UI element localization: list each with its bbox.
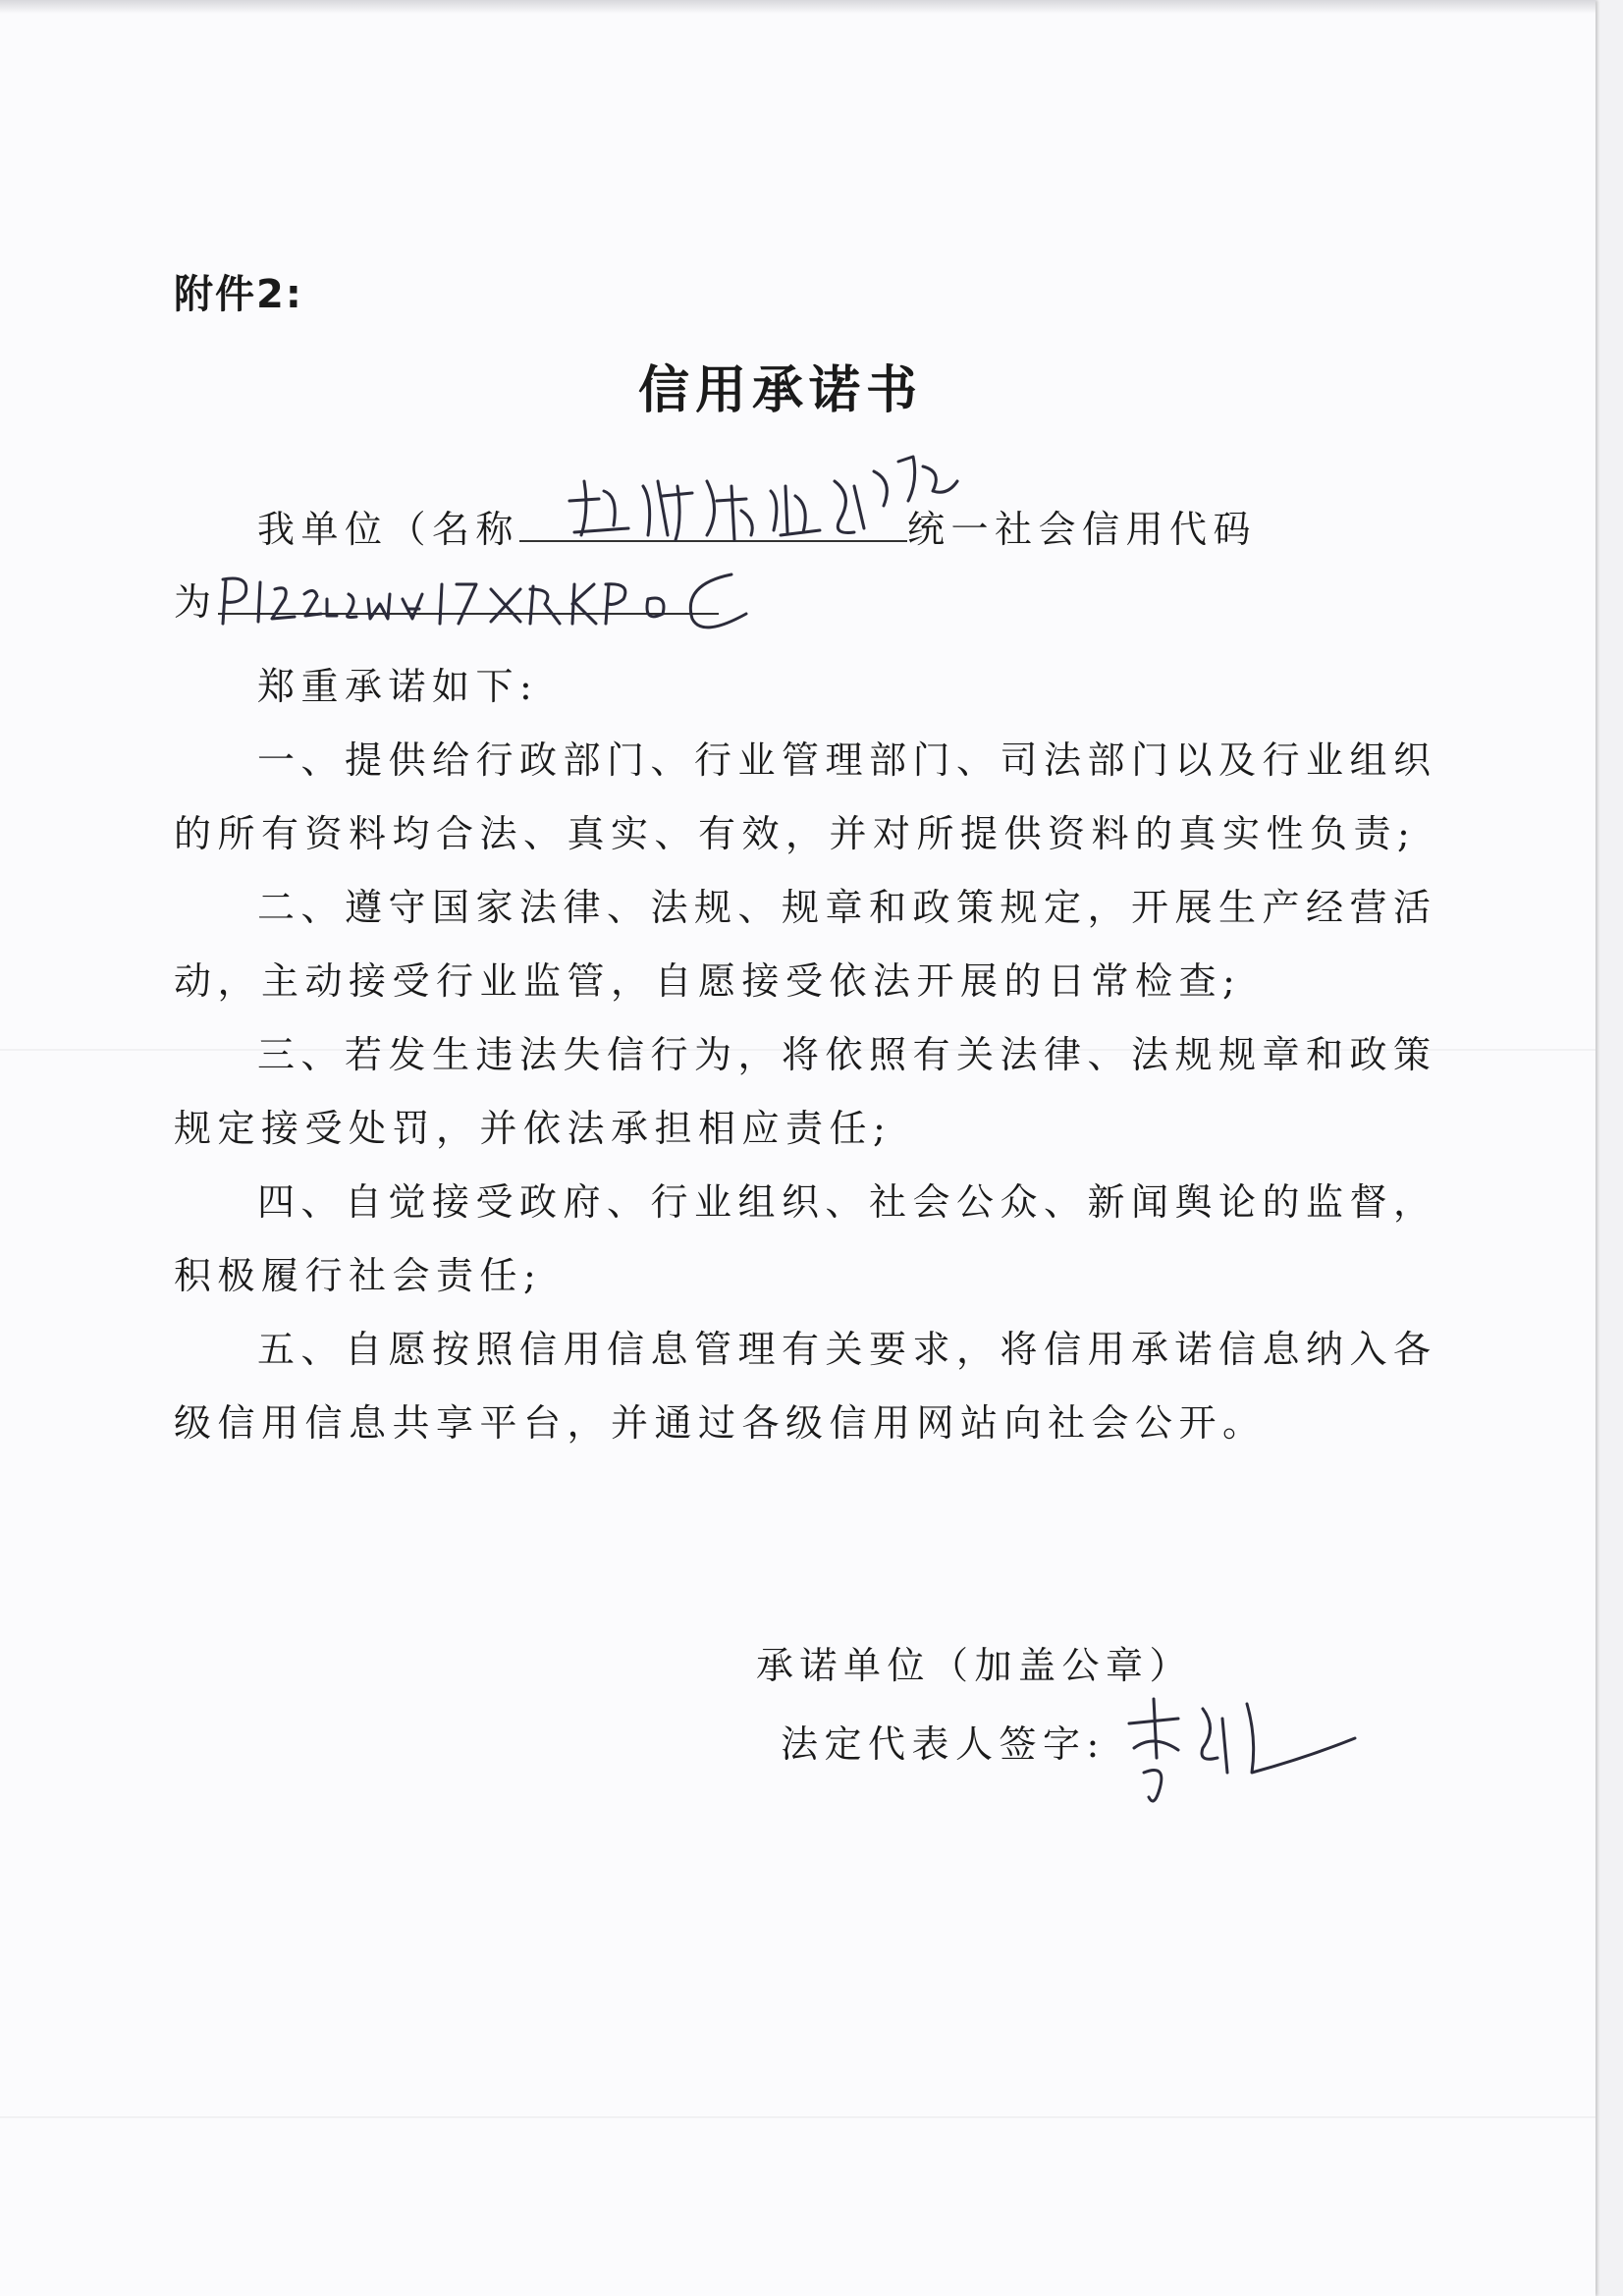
handwritten-org-name [560, 442, 972, 560]
commitment-item-3-line-2: 规定接受处罚，并依法承担相应责任; [174, 1107, 893, 1150]
commitment-item-5-line-2: 级信用信息共享平台，并通过各级信用网站向社会公开。 [174, 1401, 1267, 1445]
commitment-item-1-line-1: 一、提供给行政部门、行业管理部门、司法部门以及行业组织 [257, 738, 1437, 782]
commitment-item-3-line-1: 三、若发生违法失信行为，将依照有关法律、法规规章和政策 [257, 1033, 1437, 1076]
intro-line-3: 郑重承诺如下: [257, 665, 539, 708]
credit-code-prefix: 为 [174, 580, 218, 624]
commitment-item-2-line-2: 动，主动接受行业监管，自愿接受依法开展的日常检查; [174, 959, 1242, 1003]
committing-unit-label: 承诺单位（加盖公章） [756, 1644, 1194, 1687]
intro-prefix: 我单位（名称 [257, 508, 520, 551]
document-title: 信用承诺书 [637, 361, 923, 420]
scan-edge [0, 0, 1596, 14]
intro-suffix: 统一社会信用代码 [907, 508, 1258, 551]
commitment-item-5-line-1: 五、自愿按照信用信息管理有关要求，将信用承诺信息纳入各 [257, 1328, 1437, 1371]
commitment-item-4-line-1: 四、自觉接受政府、行业组织、社会公众、新闻舆论的监督， [257, 1180, 1437, 1224]
commitment-item-4-line-2: 积极履行社会责任; [174, 1254, 543, 1297]
commitment-item-2-line-1: 二、遵守国家法律、法规、规章和政策规定，开展生产经营活 [257, 886, 1437, 929]
scan-artifact-line [0, 2116, 1596, 2118]
handwritten-credit-code [211, 555, 810, 643]
attachment-label: 附件2: [174, 272, 303, 317]
commitment-item-1-line-2: 的所有资料均合法、真实、有效，并对所提供资料的真实性负责; [174, 812, 1417, 855]
legal-representative-signature [1109, 1679, 1365, 1817]
legal-representative-label: 法定代表人签字: [781, 1722, 1106, 1766]
